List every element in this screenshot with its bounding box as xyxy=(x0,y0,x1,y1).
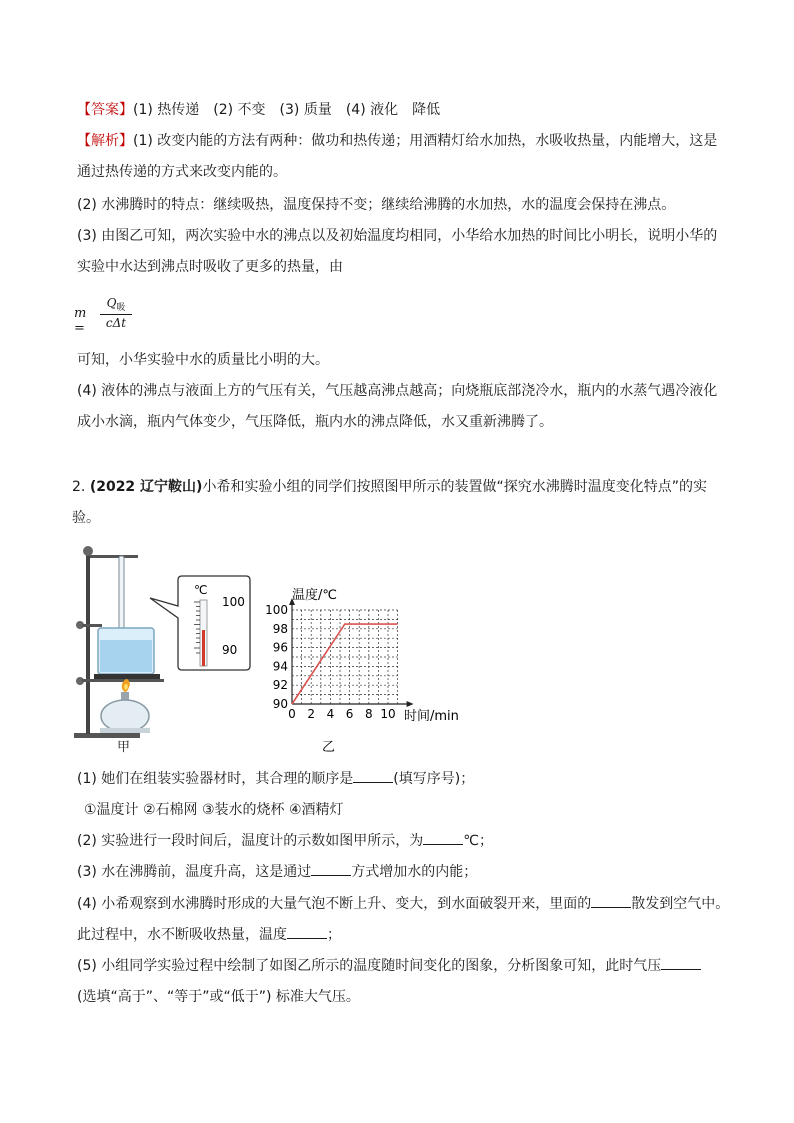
analysis-line-8: 成小水滴，瓶内气体变少，气压降低，瓶内水的沸点降低，水又重新沸腾了。 xyxy=(77,414,553,430)
callout-90: 90 xyxy=(222,643,238,657)
question-number: 2. xyxy=(72,479,86,495)
question-source: (2022 辽宁鞍山) xyxy=(89,479,203,495)
callout-100: 100 xyxy=(222,595,245,609)
analysis-line-4: (3) 由图乙可知，两次实验中水的沸点以及初始温度均相同，小华给水加热的时间比小明长，说明小华的 xyxy=(77,228,718,244)
figure-right-label: 乙 xyxy=(322,740,336,755)
q2-blank[interactable] xyxy=(423,844,463,845)
formula-numerator: Q xyxy=(106,296,117,310)
question-stem: 小希和实验小组的同学们按照图甲所示的装置做“探究水沸腾时温度变化特点”的实 xyxy=(202,479,707,495)
analysis-tag: 【解析】 xyxy=(77,133,133,149)
thermometer-callout xyxy=(150,576,250,670)
q1-line: (1) 她们在组装实验器材时，其合理的顺序是 (填写序号)； xyxy=(77,771,475,787)
temperature-series-line xyxy=(292,624,398,704)
q4-line: (4) 小希观察到水沸腾时形成的大量气泡不断上升、变大，到水面破裂开来，里面的 散发到空气中。 xyxy=(77,896,730,912)
q1-blank[interactable] xyxy=(353,782,393,783)
callout-unit: ℃ xyxy=(194,583,208,597)
q4b-line: 此过程中，水不断吸收热量，温度 ； xyxy=(77,927,341,943)
analysis-line-5: 实验中水达到沸点时吸收了更多的热量，由 xyxy=(77,259,343,275)
q5-blank[interactable] xyxy=(661,969,701,970)
q4b-blank[interactable] xyxy=(287,938,327,939)
formula-fraction xyxy=(100,296,132,330)
y-tick-label: 98 xyxy=(272,621,288,636)
x-tick-label: 6 xyxy=(345,707,354,721)
thermometer-clamp xyxy=(90,555,138,558)
x-tick-label: 10 xyxy=(380,707,396,721)
formula-denominator: cΔt xyxy=(105,316,127,330)
stand-base xyxy=(74,733,140,738)
asbestos-gauze xyxy=(94,674,160,679)
q3-blank[interactable] xyxy=(311,875,351,876)
x-tick-label: 0 xyxy=(288,707,296,721)
ring-support xyxy=(82,679,164,682)
q3-line: (3) 水在沸腾前，温度升高，这是通过 方式增加水的内能； xyxy=(77,864,478,880)
figure-left-label: 甲 xyxy=(117,740,131,755)
answer-text: (1) 热传递 (2) 不变 (3) 质量 (4) 液化 降低 xyxy=(133,102,441,118)
beaker-water xyxy=(100,640,152,672)
temperature-chart xyxy=(265,587,459,755)
chart-xlabel: 时间/min xyxy=(404,709,459,724)
experiment-figures xyxy=(70,536,490,758)
q2-line: (2) 实验进行一段时间后，温度计的示数如图甲所示，为 ℃； xyxy=(77,833,494,849)
alcohol-lamp xyxy=(101,700,149,732)
q4-blank[interactable] xyxy=(591,907,631,908)
y-tick-label: 94 xyxy=(272,659,288,674)
analysis-line-6: 可知，小华实验中水的质量比小明的大。 xyxy=(77,352,329,368)
analysis-line-2: 通过热传递的方式来改变内能的。 xyxy=(77,164,287,180)
apparatus-figure xyxy=(74,546,164,755)
y-tick-label: 96 xyxy=(272,640,288,655)
y-tick-label: 100 xyxy=(265,603,288,617)
question-stem-line-1 xyxy=(72,477,707,497)
analysis-line-3: (2) 水沸腾时的特点：继续吸热，温度保持不变；继续给沸腾的水加热，水的温度会保持在沸点。 xyxy=(77,197,676,213)
answer-tag: 【答案】 xyxy=(77,102,133,118)
chart-ylabel: 温度/℃ xyxy=(292,588,337,603)
analysis-line-1: 【解析】(1) 改变内能的方法有两种：做功和热传递；用酒精灯给水加热，水吸收热量，内能增大，这是 xyxy=(77,133,718,149)
q5-line: (5) 小组同学实验过程中绘制了如图乙所示的温度随时间变化的图象，分析图象可知，此时气压 xyxy=(77,956,701,976)
answer-line xyxy=(77,100,440,120)
q5b-line: (选填“高于”、“等于”或“低于”) 标准大气压。 xyxy=(77,989,360,1005)
stand-rod xyxy=(86,548,90,734)
x-tick-label: 4 xyxy=(326,707,335,721)
x-tick-label: 2 xyxy=(307,707,316,721)
analysis-line-7: (4) 液体的沸点与液面上方的气压有关，气压越高沸点越高；向烧瓶底部浇冷水，瓶内的水蒸气遇冷液化 xyxy=(77,383,718,399)
y-tick-label: 90 xyxy=(272,697,288,711)
q1-options: ①温度计 ②石棉网 ③装水的烧杯 ④酒精灯 xyxy=(84,802,344,818)
formula-lhs: m = xyxy=(74,306,87,336)
question-stem-line-2: 验。 xyxy=(72,510,100,526)
formula-subscript: 吸 xyxy=(116,303,126,313)
stand-clamp-knob xyxy=(83,546,93,556)
y-tick-label: 92 xyxy=(272,678,288,693)
x-tick-label: 8 xyxy=(364,707,373,721)
